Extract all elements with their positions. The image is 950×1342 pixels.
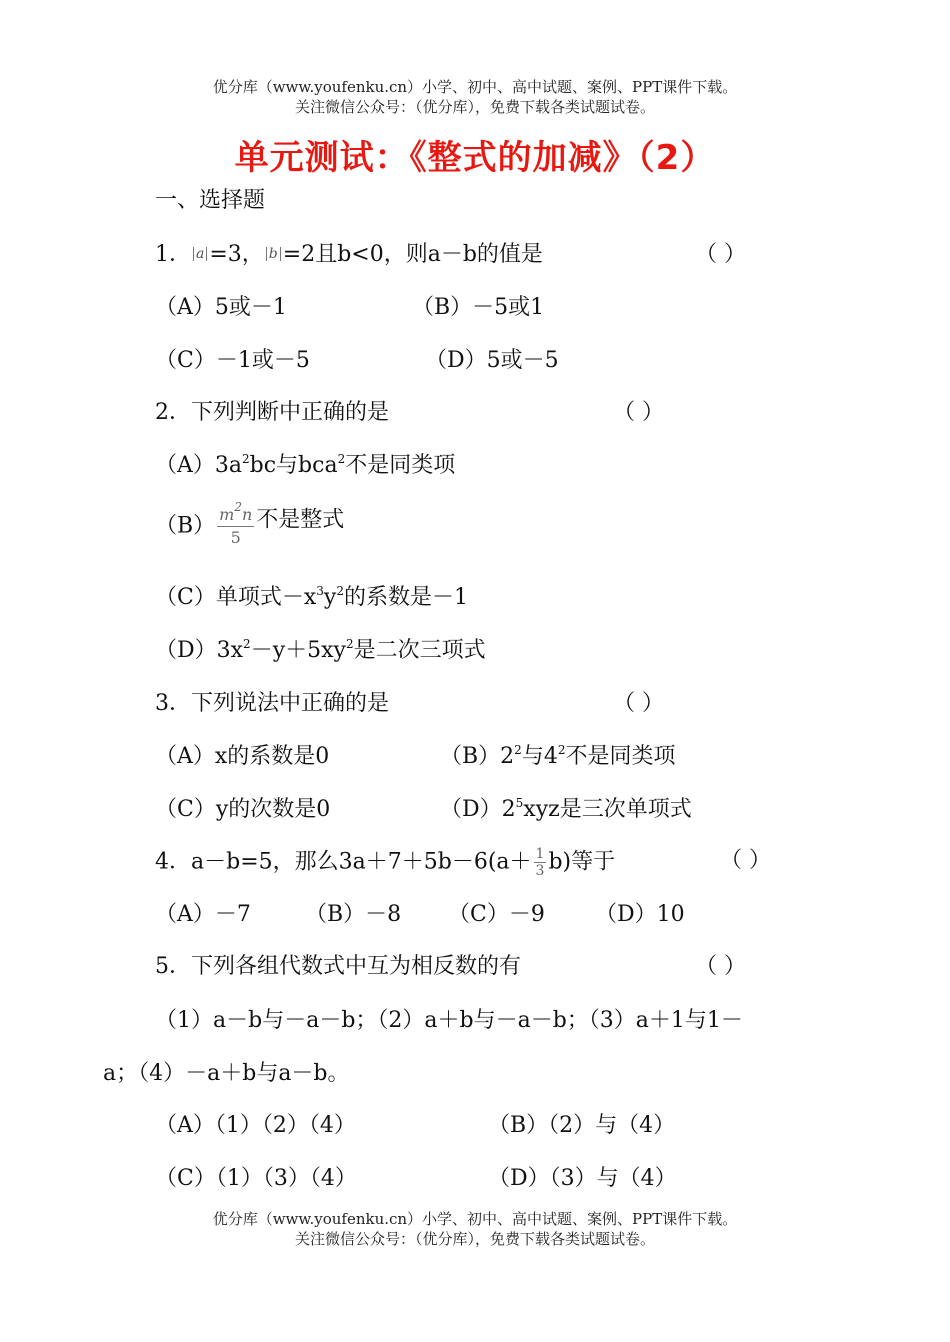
- question-4-answer-blank[interactable]: （ ）: [720, 848, 771, 873]
- question-4-option-b: （B）－8: [305, 902, 402, 927]
- question-2-stem: 2．下列判断中正确的是: [155, 400, 389, 425]
- question-2-option-c: （C）单项式$-x^3y^2$的系数是－1: [155, 584, 468, 610]
- fraction-m2n-over-5: $\frac{m^2n}{5}$: [219, 500, 253, 547]
- question-3-option-a: （A）x的系数是0: [155, 744, 330, 769]
- question-2-option-d: $(D)3x^2-y+5xy^2$是二次三项式: [155, 637, 486, 663]
- question-5-answer-blank[interactable]: （ ）: [695, 954, 746, 979]
- abs-value-a: a: [193, 247, 207, 261]
- header-line-2: 关注微信公众号：（优分库），免费下载各类试题试卷。: [294, 98, 655, 116]
- question-4-option-c: （C）－9: [448, 902, 545, 927]
- question-5-option-d: （D）（3）与（4）: [488, 1166, 677, 1191]
- question-2-answer-blank[interactable]: （ ）: [613, 400, 664, 425]
- question-3-option-b: $(B)2^2$与$4^2$不是同类项: [440, 743, 676, 769]
- question-5-stem: 5．下列各组代数式中互为相反数的有: [155, 954, 521, 979]
- question-1-text-rest: =2且b<0，则a－b的值是: [282, 242, 543, 267]
- page-title: 单元测试：《整式的加减》（2）: [234, 138, 716, 178]
- question-1-option-d: （D）5或－5: [425, 348, 559, 373]
- fraction-one-third: $\frac{1}{3}$: [535, 846, 545, 879]
- footer-line-1: 优分库（www.youfenku.cn）小学、初中、高中试题、案例、PPT课件下载。: [212, 1210, 738, 1228]
- question-1-option-c: （C）－1或－5: [155, 348, 310, 373]
- question-1-number: 1．: [155, 242, 191, 267]
- question-3-stem: 3．下列说法中正确的是: [155, 691, 389, 716]
- header-line-1: 优分库（www.youfenku.cn）小学、初中、高中试题、案例、PPT课件下载。: [212, 78, 738, 96]
- question-1-option-b: （B）－5或1: [412, 295, 545, 320]
- question-1-option-a: （A）5或－1: [155, 295, 287, 320]
- question-4-stem: 4．a－b=5，那么3a＋7＋5b－6(a＋ $\frac{1}{3}$ b)等于: [155, 846, 616, 879]
- footer-line-2: 关注微信公众号：（优分库），免费下载各类试题试卷。: [294, 1230, 655, 1248]
- question-5-list-line-1: （1）a－b与－a－b；（2）a＋b与－a－b；（3）a＋1与1－: [155, 1008, 743, 1033]
- question-5-option-b: （B）（2）与（4）: [488, 1113, 676, 1138]
- question-5-option-a: （A）（1）（2）（4）: [155, 1113, 356, 1138]
- question-1-stem: [155, 240, 543, 270]
- question-3-option-d: $(D)2^5xyz$是三次单项式: [440, 796, 692, 822]
- question-2-option-a: $(A)3a^2bc$与bca$^2$不是同类项: [155, 452, 456, 478]
- question-3-option-c: （C）y的次数是0: [155, 797, 331, 822]
- question-4-option-a: （A）－7: [155, 902, 251, 927]
- section-heading: 一、选择题: [155, 188, 266, 213]
- question-2-option-b: （B） $\frac{m^2n}{5}$ 不是整式: [155, 500, 345, 547]
- question-5-list-line-2: a；（4）－a＋b与a－b。: [103, 1061, 350, 1086]
- question-1-text-a: =3，: [209, 242, 264, 267]
- question-4-option-d: （D）10: [595, 902, 685, 927]
- question-3-answer-blank[interactable]: （ ）: [613, 691, 664, 716]
- question-1-answer-blank[interactable]: （ ）: [695, 242, 746, 267]
- abs-value-b: b: [266, 247, 281, 261]
- question-5-option-c: （C）（1）（3）（4）: [155, 1166, 357, 1191]
